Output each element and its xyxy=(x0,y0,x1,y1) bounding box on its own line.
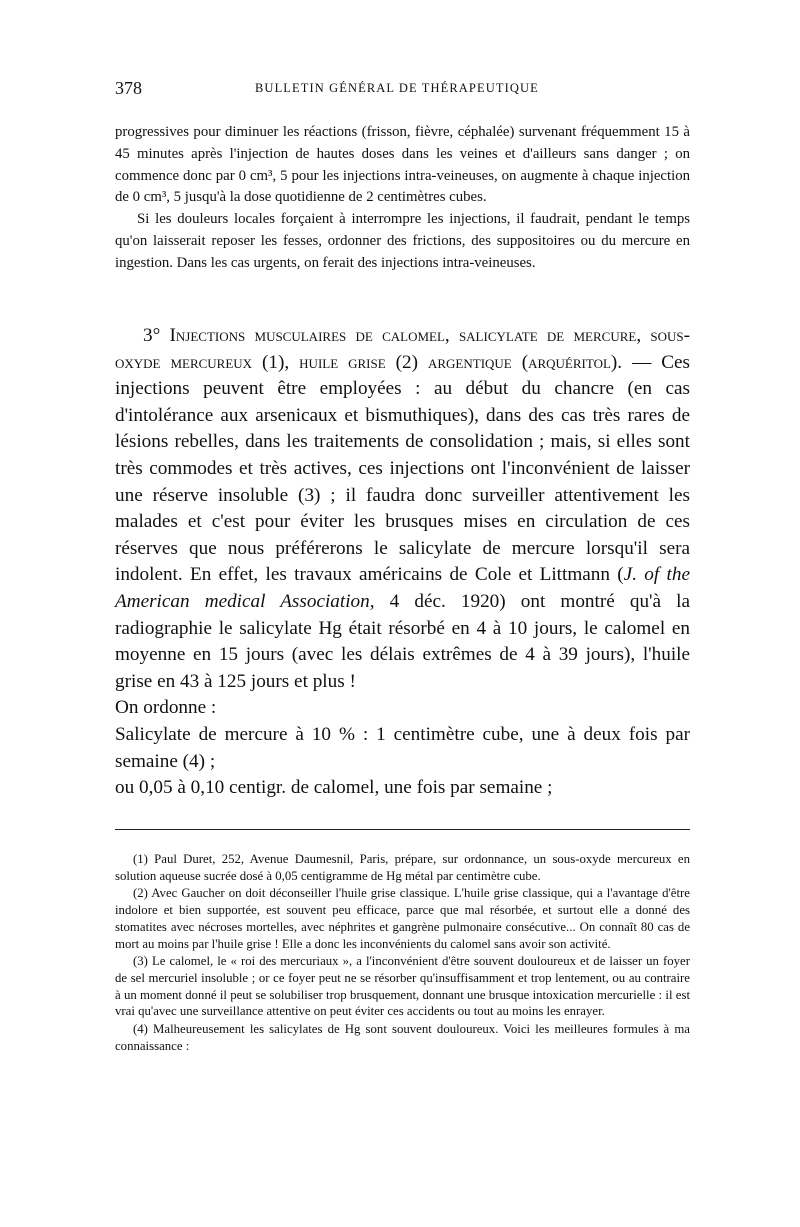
journal-citation: J. of the American medical Association, xyxy=(115,564,690,612)
section-text-part2: 4 déc. 1920) ont montré qu'à la radiographie le salicylate Hg était résorbé en 4 à 10 jours, le calomel en moyenne en 15 jours (avec les délais extrêmes de 4 à 39 jours), l'huile grise en 43 à 125 jours et plus ! xyxy=(115,590,690,692)
footnote-2: (2) Avec Gaucher on doit déconseiller l'huile grise classique. L'huile grise classique, qui a l'avantage d'être indolore et bien supportée, est souvent peu efficace, parce que mal résorbée, et surtout elle a donné des stomatites avec nécroses mortelles, avec néphrites et gangrène pulmonaire consécutive... On connaît 80 cas de mort au moins par l'huile grise ! Elle a donc les inconvénients du calomel sans avoir son activité. xyxy=(115,886,690,951)
section-number: 3° xyxy=(143,325,161,346)
footnote-1: (1) Paul Duret, 252, Avenue Daumesnil, Paris, prépare, sur ordonnance, un sous-oxyde mercureux en solution aqueuse sucrée dosé à 0,05 centigramme de Hg métal par centimètre cube. xyxy=(115,852,690,883)
paragraph-continuation: progressives pour diminuer les réactions (frisson, fièvre, céphalée) survenant fréquemment 15 à 45 minutes après l'injection de hautes doses dans les veines et d'ailleurs sans danger ; on commence donc par 0 cm³, 5 pour les injections intra-veineuses, on augmente à chaque injection de 0 cm³, 5 jusqu'à la dose quotidienne de 2 centimètres cubes. xyxy=(115,124,690,206)
body-text-small xyxy=(115,122,690,275)
paragraph-local-pain: Si les douleurs locales forçaient à interrompre les injections, il faudrait, pendant le temps qu'on laisserait reposer les fesses, ordonner des frictions, des suppositoires ou du mercure en ingestion. Dans les cas urgents, on ferait des injections intra-veineuses. xyxy=(115,211,690,271)
prescription-salicylate: Salicylate de mercure à 10 % : 1 centimètre cube, une à deux fois par semaine (4) ; xyxy=(115,723,690,772)
section-paragraph xyxy=(115,323,690,695)
footnote-divider xyxy=(115,829,690,830)
ordonne-line: On ordonne : xyxy=(115,697,217,719)
prescription-calomel: ou 0,05 à 0,10 centigr. de calomel, une fois par semaine ; xyxy=(115,777,553,799)
footnotes xyxy=(115,851,690,1055)
section-injections-musculaires xyxy=(115,323,690,802)
running-title: BULLETIN GÉNÉRAL DE THÉRAPEUTIQUE xyxy=(255,81,539,95)
footnote-4: (4) Malheureusement les salicylates de Hg sont souvent douloureux. Voici les meilleures formules à ma connaissance : xyxy=(115,1022,690,1053)
section-heading: Injections musculaires de calomel, salicylate de mercure, sous-oxyde mercureux (1), huile grise (2) argentique (arquéritol). xyxy=(115,325,690,373)
section-text-part1: — Ces injections peuvent être employées : au début du chancre (en cas d'intolérance aux arsenicaux et bismuthiques), dans des cas très rares de lésions rebelles, dans les traitements de consolidation ; mais, si elles sont très commodes et très actives, ces injections ont l'inconvénient de laisser une réserve insoluble (3) ; il faudra donc surveiller attentivement les malades et c'est pour éviter les brusques mises en circulation de ces réserves que nous préférerons le salicylate de mercure lorsqu'il sera indolent. En effet, les travaux américains de Cole et Littmann ( xyxy=(115,351,691,586)
page-number: 378 xyxy=(115,78,142,98)
footnote-3: (3) Le calomel, le « roi des mercuriaux », a l'inconvénient d'être souvent douloureux et de laisser un foyer de sel mercuriel insoluble ; or ce foyer peut ne se résorber qu'insuffisamment et trop lentement, ou au contraire à un moment donné il peut se solubiliser trop brusquement, donnant une brusque intoxication mercurielle : il est vrai qu'avec une surveillance attentive on peut éviter ces accidents ou tout au moins les enrayer. xyxy=(115,954,690,1019)
page-header xyxy=(115,78,690,102)
